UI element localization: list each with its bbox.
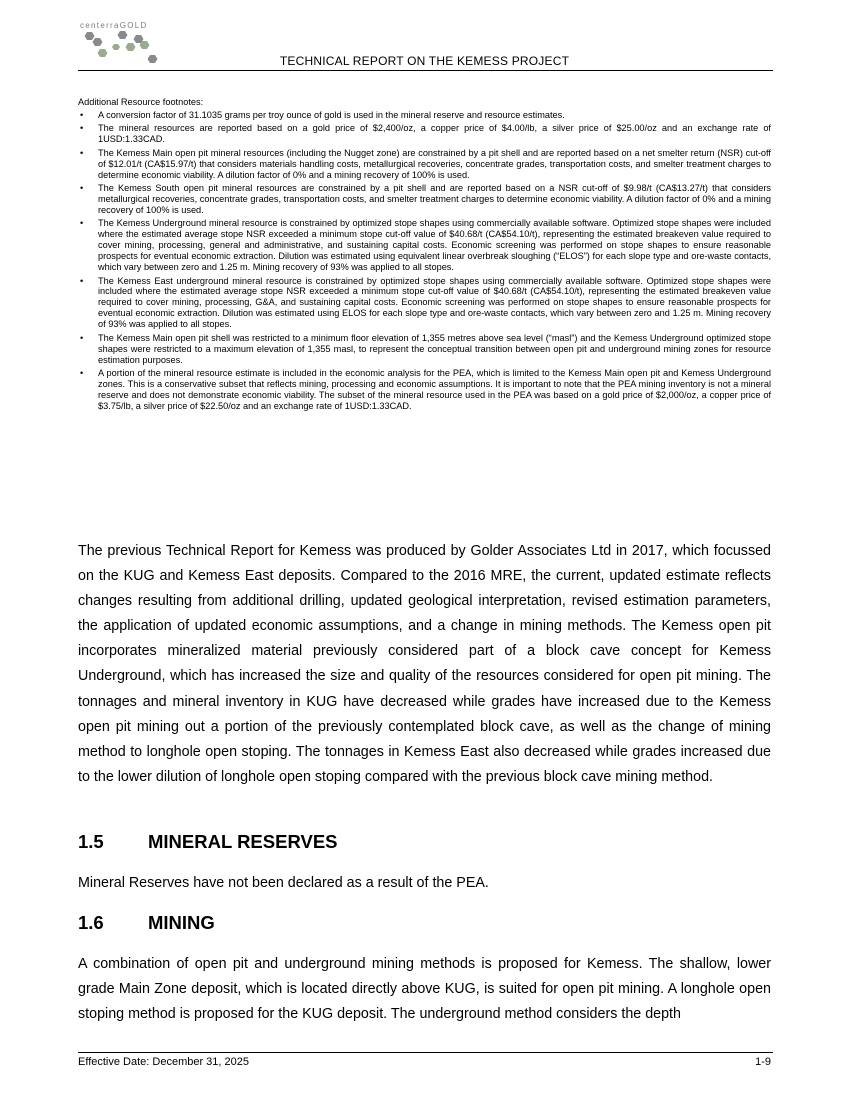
section-heading-mining: 1.6 MINING [78,912,215,933]
footer-divider [78,1052,773,1053]
list-item: • The Kemess Main open pit mineral resources (including the Nugget zone) are constrained by a pit shell and are reported based on a net smelter return (NSR) cut-off of $12.01/t (CA$15.97/t) that considers materials handling costs, metallurgical recoveries, concentrate grades, transportation costs, and smelter treatment charges to determine economic viability. A dilution factor of 0% and a mining recovery of 100% is used. [80,147,771,180]
list-item: • The Kemess Main open pit shell was restricted to a minimum floor elevation of 1,355 metres above sea level (“masl”) and the Kemess Underground optimized stope shapes were restricted to a maximum elevation of 1,355 masl, to represent the conceptual transition between open pit and underground mining zones for resource estimation purposes. [80,332,771,365]
list-item: • The Kemess Underground mineral resource is constrained by optimized stope shapes using commercially available software. Optimized stope shapes were included where the estimated average stope NSR exceeded a minimum stope cut-off value of $40.68/t (CA$54.10/t), representing the estimated breakeven value required to cover mining, processing, general and administrative, and sustaining capital costs. Economic screening was performed on stope shapes to ensure reasonable prospects for eventual economic extraction. Dilution was estimated using equivalent linear overbreak sloughing (“ELOS”) for each slope type and ore-waste contacts, which vary between zero and 1.25 m. Mining recovery of 93% was applied to all stopes. [80,218,771,273]
report-header-title: TECHNICAL REPORT ON THE KEMESS PROJECT [279,54,570,68]
page-number: 1-9 [755,1056,771,1068]
logo-text: centerraGOLD [80,21,148,30]
list-item: • A portion of the mineral resource estimate is included in the economic analysis for the PEA, which is limited to the Kemess Main open pit and Kemess Underground zones. This is a conservative subset that reflects mining, processing and economic assumptions. It is important to note that the PEA mining inventory is not a mineral reserve and does not demonstrate economic viability. The subset of the mineral resource used in the PEA was based on a gold price of $2,000/oz, a copper price of $3.75/lb, a silver price of $22.50/oz and an exchange rate of 1USD:1.33CAD. [80,368,771,411]
resource-footnotes [78,97,771,414]
effective-date: Effective Date: December 31, 2025 [78,1056,250,1068]
body-paragraph: The previous Technical Report for Kemess was produced by Golder Associates Ltd in 2017, which focussed on the KUG and Kemess East deposits. Compared to the 2016 MRE, the current, updated estimate reflects changes resulting from additional drilling, updated geological interpretation, revised estimation parameters, the application of updated economic assumptions, and a change in mining methods. The Kemess open pit incorporates mineralized material previously considered part of a block cave concept for Kemess Underground, which has increased the size and quality of the resources considered for open pit mining. The tonnages and mineral inventory in KUG have decreased while grades have increased due to the Kemess open pit mining out a portion of the previously contemplated block cave, as well as the change of mining method to longhole open stoping. The tonnages in Kemess East also decreased while grades increased due to the lower dilution of longhole open stoping compared with the previous block cave mining method. [78,543,771,785]
body-paragraph: A combination of open pit and underground mining methods is proposed for Kemess. The shallow, lower grade Main Zone deposit, which is located directly above KUG, is suited for open pit mining. A longhole open stoping method is proposed for the KUG deposit. The underground method considers the depth [78,956,771,1023]
body-paragraph: Mineral Reserves have not been declared as a result of the PEA. [78,875,489,891]
footnotes-title: Additional Resource footnotes: [78,97,204,107]
list-item: • The Kemess East underground mineral resource is constrained by optimized stope shapes using commercially available software. Optimized stope shapes were included where the estimated average stope NSR exceeded a minimum stope cut-off value of $40.68/t (CA$54.10/t), representing the estimated breakeven value required to cover mining, processing, G&A, and sustaining capital costs. Economic screening was performed on stope shapes to ensure reasonable prospects for eventual economic extraction. Dilution was estimated using ELOS for each slope type and ore-waste contacts, which vary between zero and 1.25 m. Mining recovery of 93% was applied to all stopes. [80,275,771,330]
list-item: • The mineral resources are reported based on a gold price of $2,400/oz, a copper price of $4.00/lb, a silver price of $25.00/oz and an exchange rate of 1USD:1.33CAD. [80,123,771,145]
header-divider [78,70,773,71]
section-heading-mineral-reserves: 1.5 MINERAL RESERVES [78,831,338,852]
list-item: • The Kemess South open pit mineral resources are constrained by a pit shell and are reported based on a NSR cut-off of $9.98/t (CA$13.27/t) that considers metallurgical recoveries, concentrate grades, transportation costs, and smelter treatment charges to determine economic viability. A dilution factor of 0% and a mining recovery of 100% is used. [80,183,771,215]
list-item: • A conversion factor of 31.1035 grams per troy ounce of gold is used in the mineral reserve and resource estimates. [80,109,565,120]
footnotes-list [78,110,771,412]
